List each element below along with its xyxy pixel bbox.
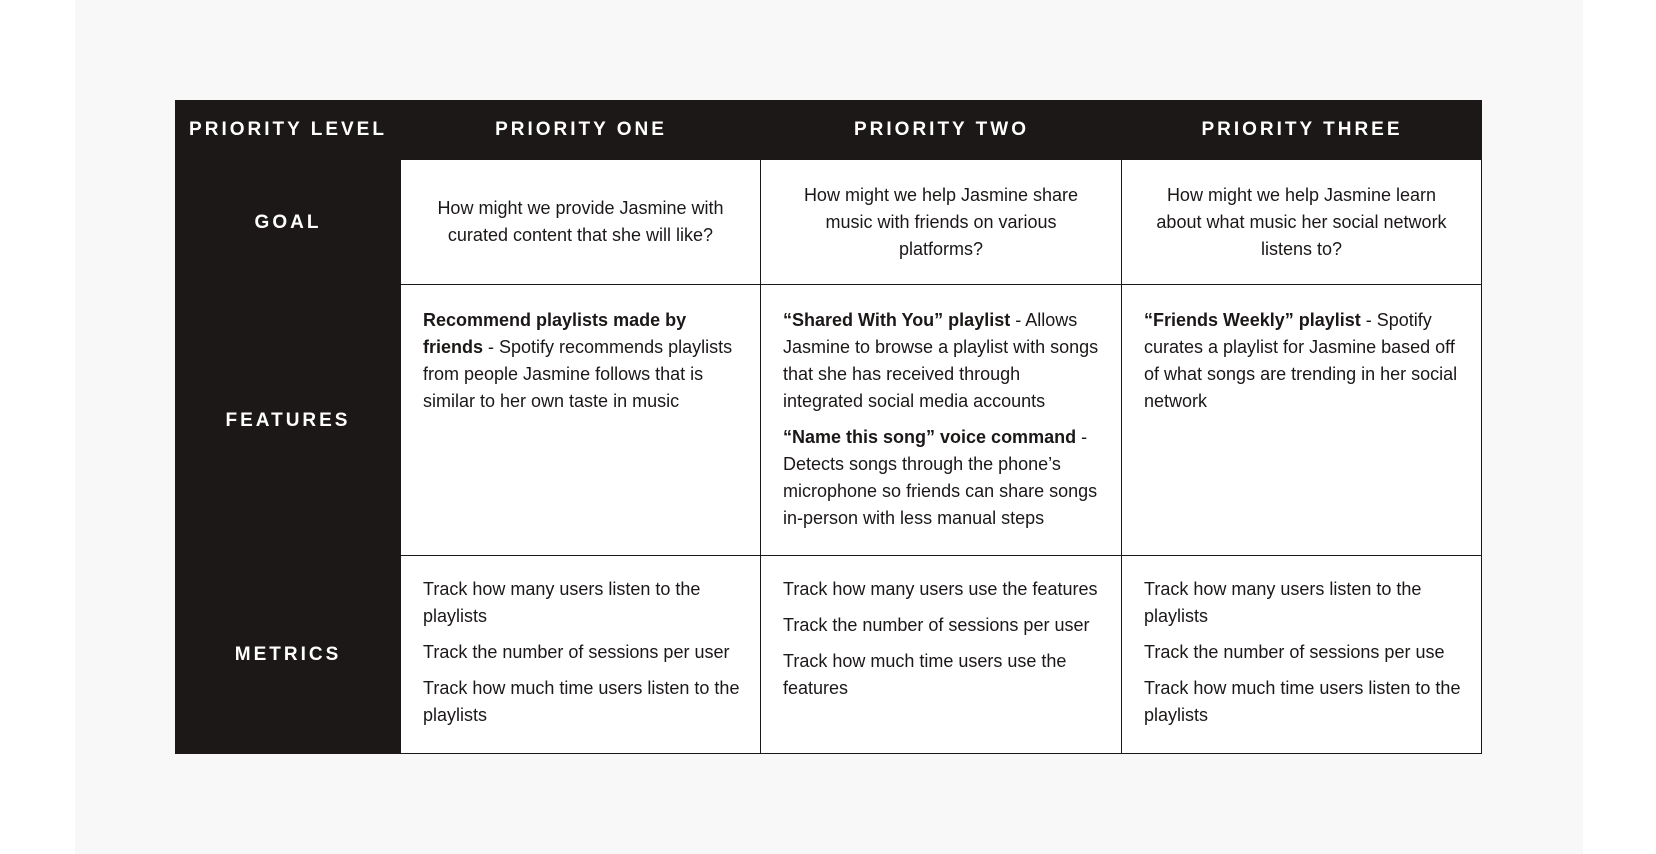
feature-desc: - Allows Jasmine to browse a playlist with songs that she has received through integrated social media accounts xyxy=(783,310,1099,411)
metric-item: Track the number of sessions per user xyxy=(423,642,730,662)
goal-cell-one xyxy=(401,160,761,285)
goal-cell-two xyxy=(761,160,1122,285)
header-priority-one: PRIORITY ONE xyxy=(495,119,667,140)
metric-item: Track how many users use the features xyxy=(783,579,1098,599)
goal-cell-three xyxy=(1122,160,1482,285)
row-label-goal: GOAL xyxy=(254,211,322,233)
features-cell-three xyxy=(1122,285,1482,556)
row-label-features: FEATURES xyxy=(225,409,351,431)
goal-text: How might we help Jasmine share music with friends on various platforms? xyxy=(803,184,1079,259)
metrics-cell-one xyxy=(401,556,761,754)
features-cell-one xyxy=(401,285,761,556)
header-priority-three: PRIORITY THREE xyxy=(1201,119,1403,140)
feature-title: “Friends Weekly” playlist xyxy=(1144,310,1361,330)
feature-item xyxy=(1144,307,1461,415)
metric-item: Track how many users listen to the playlists xyxy=(423,579,701,626)
metric-item: Track how much time users use the features xyxy=(783,651,1067,698)
feature-desc: - Detects songs through the phone’s microphone so friends can share songs in-person with less manual steps xyxy=(783,427,1098,528)
feature-item xyxy=(423,307,740,415)
feature-title: “Shared With You” playlist xyxy=(783,310,1011,330)
metrics-cell-two xyxy=(761,556,1122,754)
metrics-cell-three xyxy=(1122,556,1482,754)
feature-item xyxy=(783,424,1101,532)
metric-item: Track how much time users listen to the playlists xyxy=(1144,678,1461,725)
feature-item xyxy=(783,307,1101,415)
metric-item: Track the number of sessions per user xyxy=(783,615,1090,635)
header-priority-two: PRIORITY TWO xyxy=(854,119,1029,140)
metric-item: Track how much time users listen to the playlists xyxy=(423,678,740,725)
priority-table xyxy=(175,100,1482,754)
goal-text: How might we help Jasmine learn about what music her social network listens to? xyxy=(1156,184,1447,259)
feature-title: Recommend playlists made by friends xyxy=(423,310,687,357)
metric-item: Track the number of sessions per use xyxy=(1144,642,1445,662)
row-label-metrics: METRICS xyxy=(234,644,342,665)
metric-item: Track how many users listen to the playlists xyxy=(1144,579,1422,626)
header-priority-level: PRIORITY LEVEL xyxy=(189,119,387,140)
goal-text: How might we provide Jasmine with curated content that she will like? xyxy=(437,198,724,245)
feature-title: “Name this song” voice command xyxy=(783,427,1077,447)
feature-desc: - Spotify curates a playlist for Jasmine based off of what songs are trending in her social network xyxy=(1144,310,1458,411)
features-cell-two xyxy=(761,285,1122,556)
feature-desc: - Spotify recommends playlists from people Jasmine follows that is similar to her own taste in music xyxy=(423,337,733,411)
